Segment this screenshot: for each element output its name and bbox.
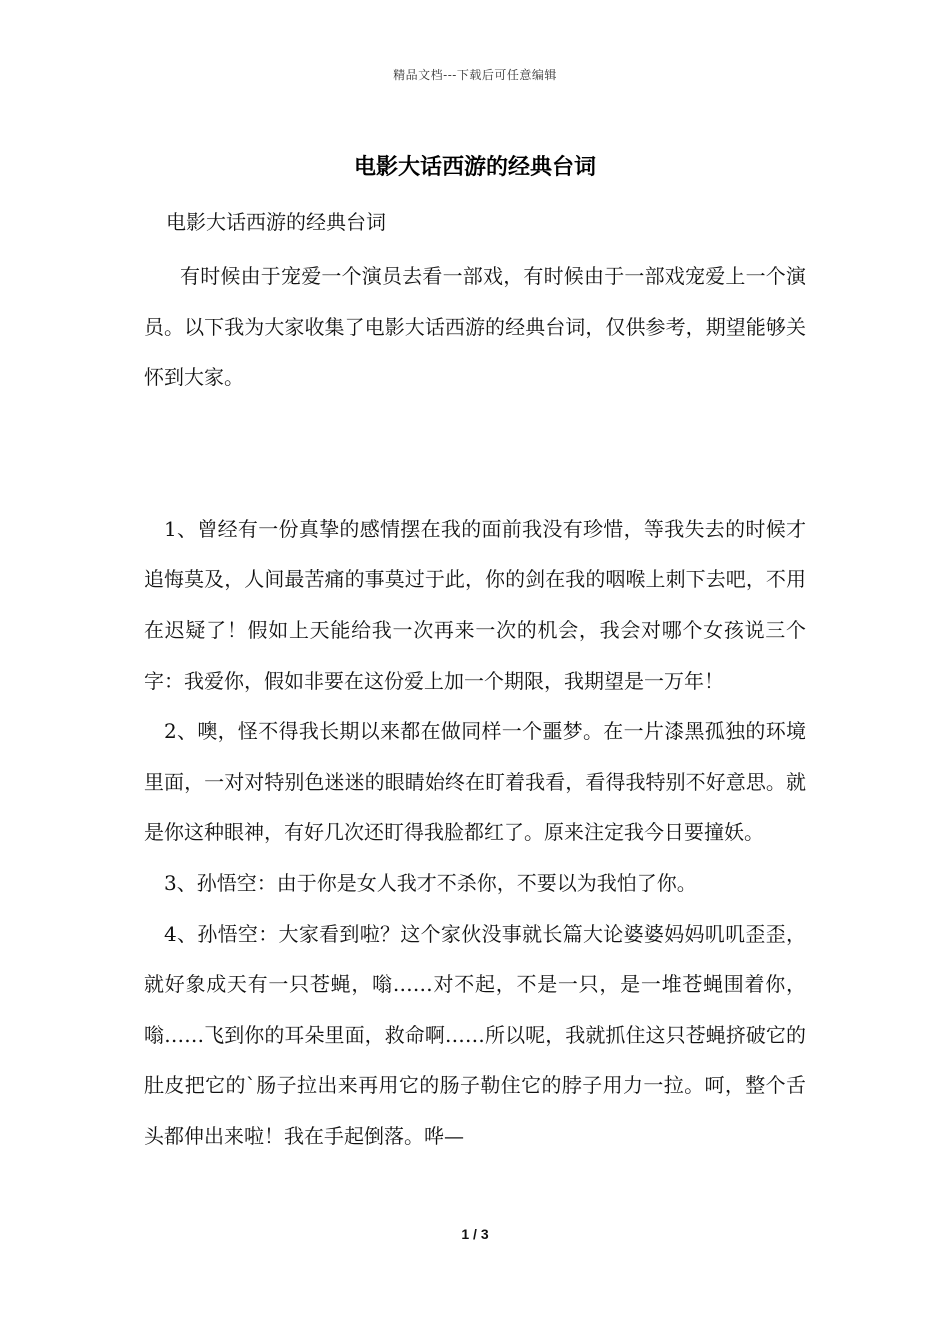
document-header: 精品文档---下载后可任意编辑	[393, 68, 557, 82]
document-title: 电影大话西游的经典台词	[353, 154, 596, 180]
page-number: 1 / 3	[461, 1226, 489, 1242]
intro-paragraph: 有时候由于宠爱一个演员去看一部戏，有时候由于一部戏宠爱上一个演员。以下我为大家收集了电影大话西游的经典台词，仅供参考，期望能够关怀到大家。	[144, 264, 806, 390]
document-subtitle: 电影大话西游的经典台词	[166, 210, 386, 234]
quote-paragraph-1: 1、曾经有一份真挚的感情摆在我的面前我没有珍惜，等我失去的时候才追悔莫及，人间最苦痛的事莫过于此，你的剑在我的咽喉上刺下去吧，不用在迟疑了！假如上天能给我一次再来一次的机会，我会对哪个女孩说三个字：我爱你，假如非要在这份爱上加一个期限，我期望是一万年！	[144, 516, 806, 693]
document-body	[144, 251, 806, 1162]
quote-paragraph-4: 4、孙悟空：大家看到啦？这个家伙没事就长篇大论婆婆妈妈叽叽歪歪，就好象成天有一只苍蝇，嗡……对不起，不是一只，是一堆苍蝇围着你，嗡……飞到你的耳朵里面，救命啊……所以呢，我就抓住这只苍蝇挤破它的肚皮把它的`肠子拉出来再用它的肠子勒住它的脖子用力一拉。呵，整个舌头都伸出来啦！我在手起倒落。哗—	[144, 921, 806, 1148]
quote-paragraph-3: 3、孙悟空：由于你是女人我才不杀你，不要以为我怕了你。	[164, 870, 697, 895]
quote-paragraph-2: 2、噢，怪不得我长期以来都在做同样一个噩梦。在一片漆黑孤独的环境里面，一对对特别色迷迷的眼睛始终在盯着我看，看得我特别不好意思。就是你这种眼神，有好几次还盯得我脸都红了。原来注定我今日要撞妖。	[144, 719, 806, 845]
paragraph-spacer	[144, 403, 806, 504]
